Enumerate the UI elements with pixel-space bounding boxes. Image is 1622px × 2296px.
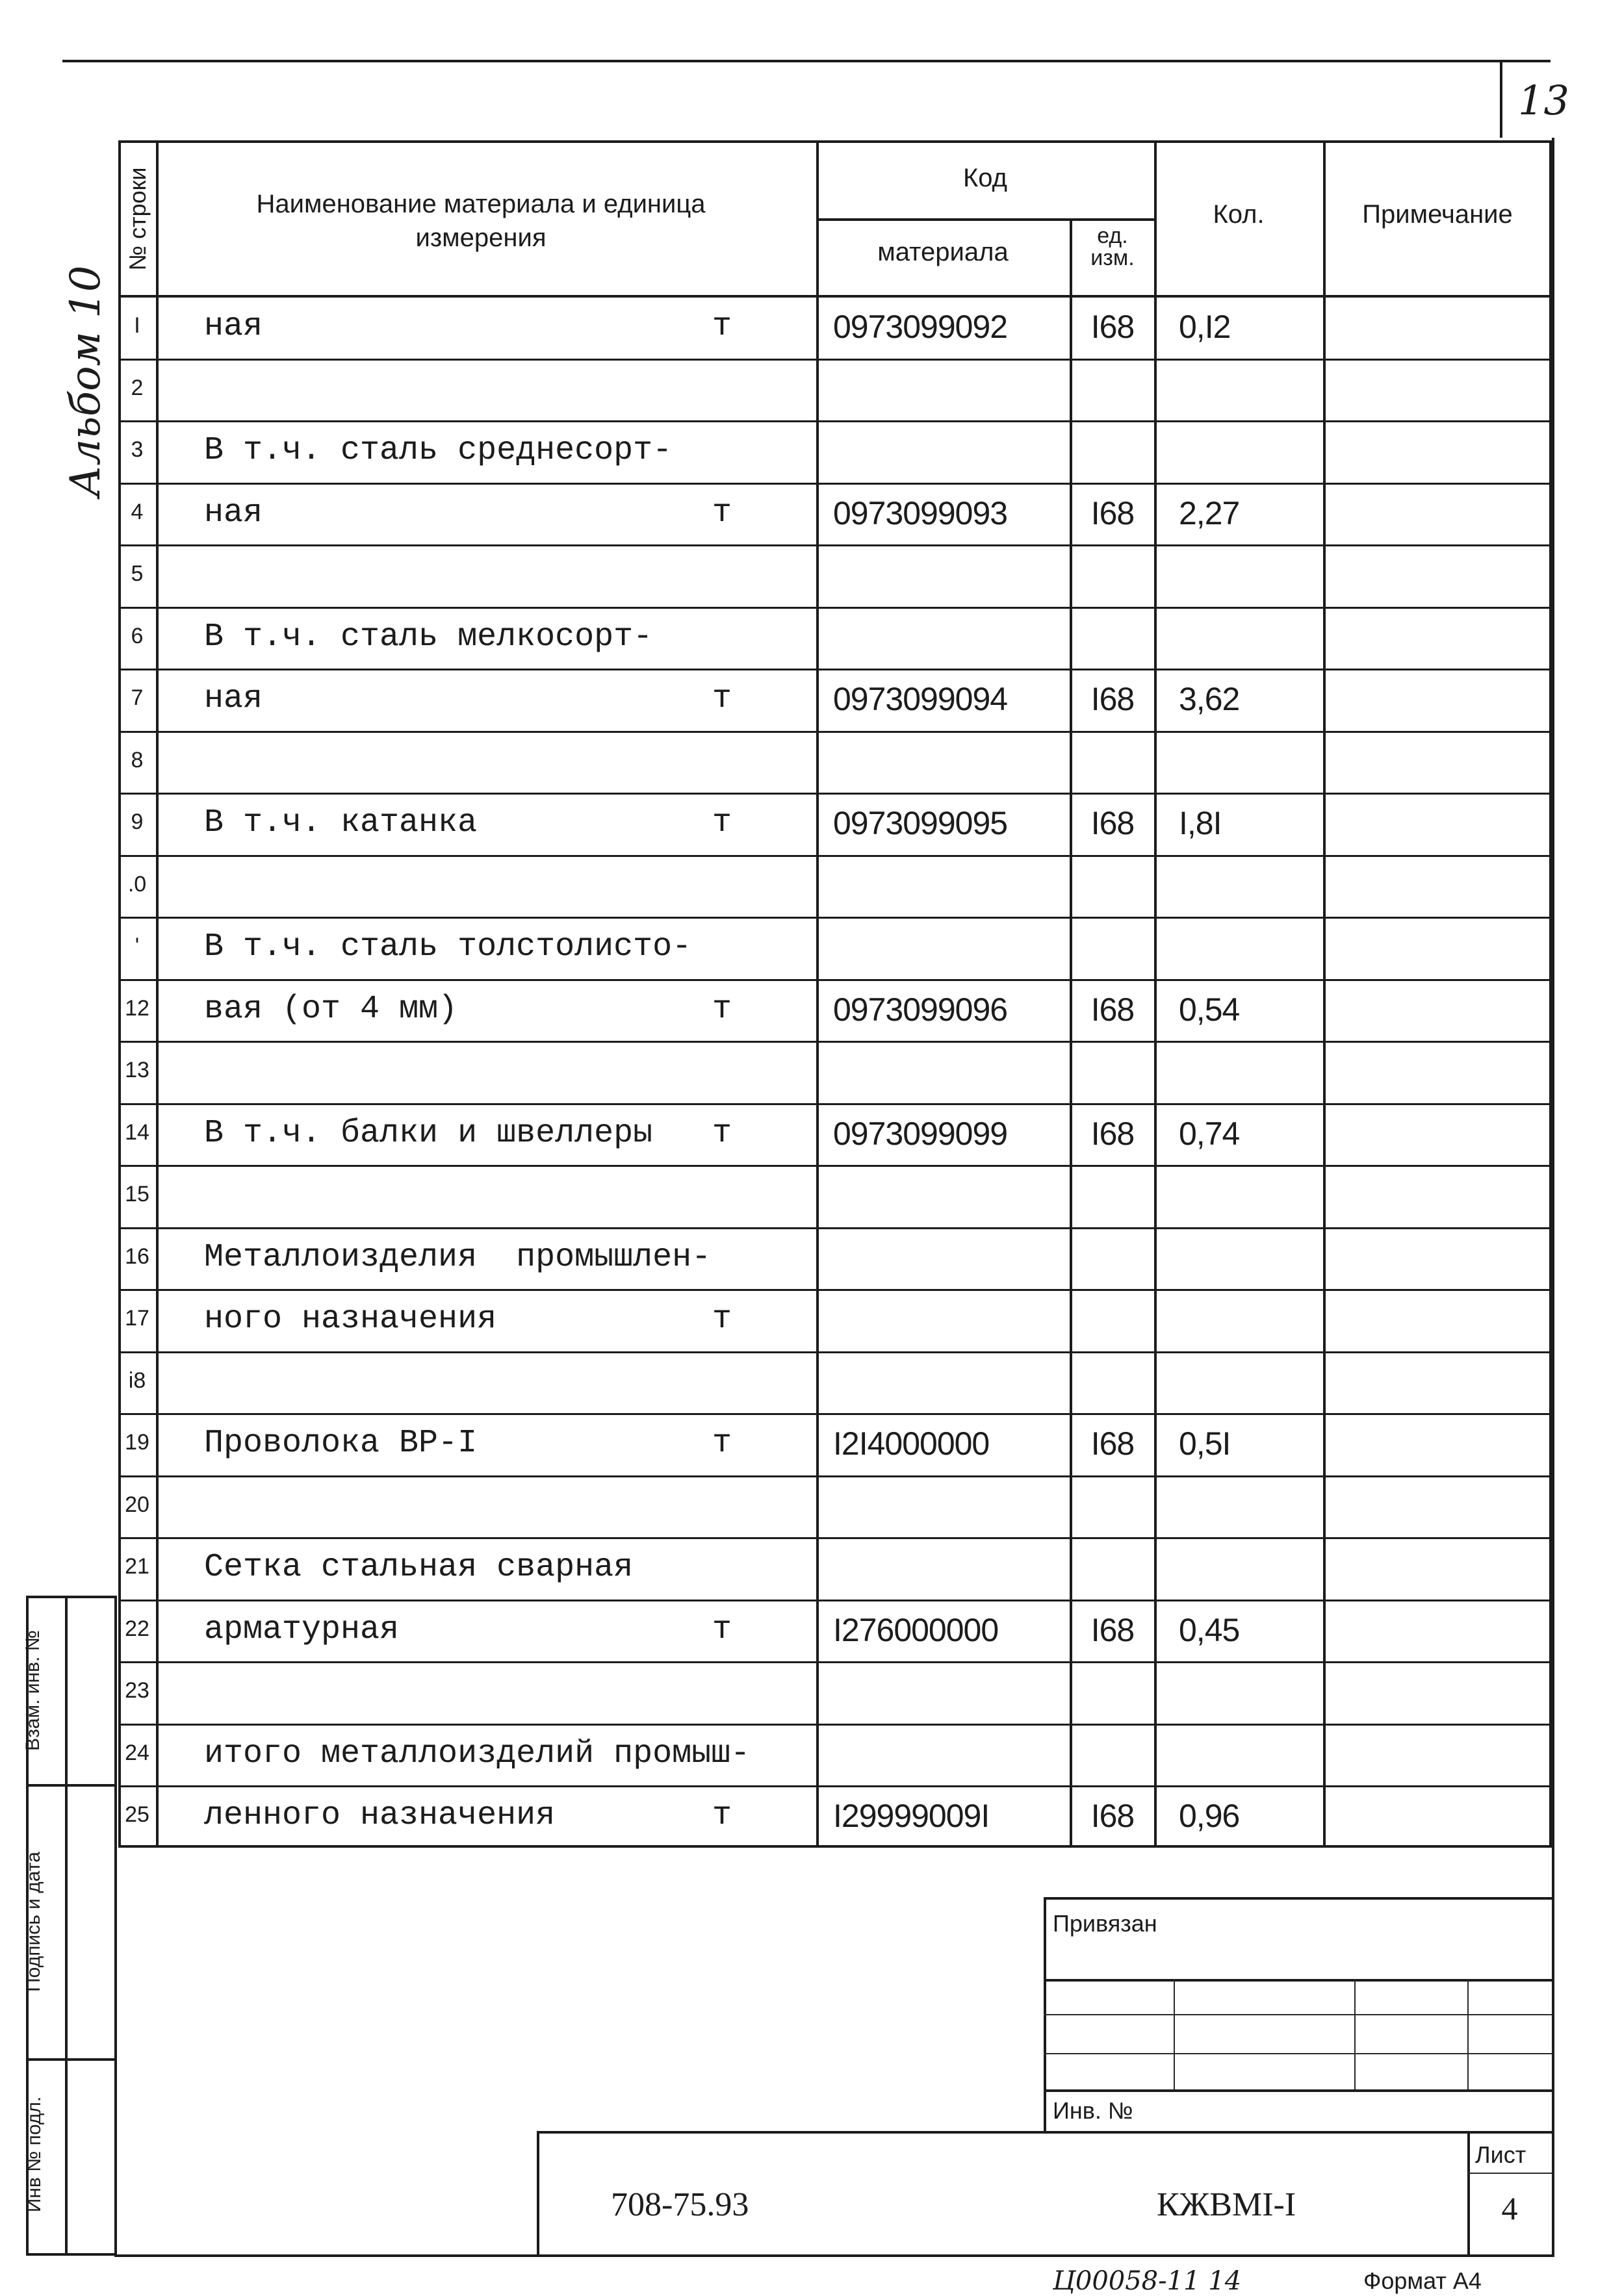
row-unit-letter: т: [712, 1611, 732, 1648]
row-material-name: вая (от 4 мм): [204, 991, 458, 1028]
row-material-name: Металлоизделия промышлен-: [204, 1239, 712, 1276]
row-material-code: 0973099092: [833, 309, 1008, 345]
row-separator: [118, 420, 1552, 422]
row-separator: [118, 855, 1552, 857]
row-separator: [118, 607, 1552, 609]
row-material-code: 0973099099: [833, 1116, 1008, 1152]
row-separator: [118, 793, 1552, 795]
row-number: 5: [131, 561, 144, 586]
side-inv-repl: Взам. инв. №: [22, 1630, 44, 1751]
row-material-name: арматурная: [204, 1611, 400, 1648]
row-separator: [118, 1537, 1552, 1539]
row-unit-code: I68: [1090, 1116, 1135, 1152]
album-mark: Альбом 10: [62, 265, 110, 497]
row-number: 21: [125, 1554, 149, 1579]
row-material-code: 0973099096: [833, 991, 1008, 1028]
footer-handwritten: Ц00058-11 14: [1053, 2266, 1242, 2296]
stamp-inv-no: Инв. №: [1053, 2097, 1133, 2124]
row-material-name: Сетка стальная сварная: [204, 1549, 634, 1586]
row-number: 17: [125, 1306, 149, 1331]
row-unit-letter: т: [712, 308, 732, 345]
row-quantity: 3,62: [1179, 681, 1240, 717]
row-number: 6: [131, 624, 144, 648]
row-quantity: I,8I: [1179, 805, 1222, 841]
row-number: 15: [125, 1182, 149, 1206]
row-material-code: I2I4000000: [833, 1425, 990, 1462]
row-number: 9: [131, 810, 144, 834]
row-number: 14: [125, 1120, 149, 1145]
row-material-name: В т.ч. сталь мелкосорт-: [204, 619, 653, 656]
row-material-name: В т.ч. катанка: [204, 804, 478, 841]
row-separator: [118, 1227, 1552, 1229]
row-unit-letter: т: [712, 1301, 732, 1338]
row-number: ': [135, 934, 140, 958]
row-material-code: 0973099095: [833, 805, 1008, 841]
row-quantity: 0,54: [1179, 991, 1240, 1028]
row-number: 13: [125, 1058, 149, 1082]
row-separator: [118, 1724, 1552, 1726]
row-unit-letter: т: [712, 804, 732, 841]
bottom-frame-rule: [114, 2254, 1554, 2257]
row-quantity: 0,I2: [1179, 309, 1231, 345]
row-separator: [118, 1661, 1552, 1663]
row-number: 16: [125, 1244, 149, 1269]
side-inv-orig: Инв № подл.: [23, 2096, 45, 2213]
row-unit-letter: т: [712, 991, 732, 1028]
row-number: 24: [125, 1741, 149, 1765]
header-material: материала: [877, 238, 1009, 266]
row-unit-code: I68: [1090, 805, 1135, 841]
row-unit-code: I68: [1090, 495, 1135, 531]
row-separator: [118, 669, 1552, 670]
header-row-no: № строки: [124, 167, 151, 271]
header-unit: ед. изм.: [1090, 223, 1135, 270]
row-material-name: Проволока ВР-I: [204, 1425, 478, 1462]
row-number: 23: [125, 1678, 149, 1703]
row-separator: [118, 917, 1552, 919]
row-material-code: 0973099093: [833, 495, 1008, 531]
row-material-name: ная: [204, 680, 263, 717]
row-quantity: 0,5I: [1179, 1425, 1231, 1462]
row-number: i8: [128, 1368, 146, 1393]
row-material-name: В т.ч. балки и швеллеры: [204, 1115, 653, 1152]
row-number: 3: [131, 437, 144, 462]
stamp-mark: КЖВМI-I: [1157, 2186, 1296, 2223]
stamp-sheet-label: Лист: [1475, 2141, 1526, 2168]
right-margin-line: [1552, 138, 1554, 2256]
header-qty: Кол.: [1213, 200, 1265, 229]
row-number: 2: [131, 376, 144, 400]
row-material-name: В т.ч. сталь среднесорт-: [204, 432, 673, 469]
row-material-name: ная: [204, 308, 263, 345]
row-unit-code: I68: [1090, 1612, 1135, 1648]
row-number: .0: [127, 872, 147, 897]
row-material-name: итого металлоизделий промыш-: [204, 1735, 751, 1772]
row-number: 7: [131, 685, 144, 710]
row-number: 22: [125, 1616, 149, 1641]
row-number: 4: [131, 500, 144, 524]
row-material-code: I29999009I: [833, 1798, 990, 1834]
row-quantity: 0,45: [1179, 1612, 1240, 1648]
row-number: I: [134, 313, 140, 338]
row-unit-code: I68: [1090, 681, 1135, 717]
header-bottom-rule: [118, 295, 1552, 298]
page-number-divider: [1500, 60, 1502, 138]
row-material-name: ная: [204, 494, 263, 531]
row-separator: [118, 1103, 1552, 1105]
side-sign-date: Подпись и дата: [23, 1852, 44, 1992]
row-separator: [118, 1165, 1552, 1167]
row-separator: [118, 1041, 1552, 1043]
row-separator: [118, 1289, 1552, 1291]
row-number: 12: [125, 996, 149, 1021]
row-unit-letter: т: [712, 494, 732, 531]
row-material-name: В т.ч. сталь толстолисто-: [204, 928, 692, 965]
row-separator: [118, 1413, 1552, 1415]
row-number: 8: [131, 748, 144, 772]
row-unit-letter: т: [712, 680, 732, 717]
row-separator: [118, 1351, 1552, 1353]
row-separator: [118, 1600, 1552, 1601]
row-unit-code: I68: [1090, 1425, 1135, 1462]
stamp-bound: Привязан: [1053, 1910, 1157, 1937]
row-unit-code: I68: [1090, 309, 1135, 345]
page-number: 13: [1518, 77, 1569, 124]
row-separator: [118, 1475, 1552, 1477]
row-separator: [118, 1785, 1552, 1787]
row-separator: [118, 483, 1552, 485]
row-separator: [118, 979, 1552, 981]
row-unit-letter: т: [712, 1797, 732, 1834]
header-name: Наименование материала и единица измерения: [256, 190, 706, 252]
header-code: Код: [962, 164, 1007, 192]
row-material-code: I276000000: [833, 1612, 999, 1648]
row-separator: [118, 359, 1552, 361]
stamp-doc-no: 708-75.93: [611, 2186, 749, 2223]
row-quantity: 0,74: [1179, 1116, 1240, 1152]
row-material-name: ленного назначения: [204, 1797, 556, 1834]
row-separator: [118, 544, 1552, 546]
row-unit-code: I68: [1090, 1798, 1135, 1834]
row-number: 19: [125, 1430, 149, 1455]
row-number: 25: [125, 1802, 149, 1827]
row-separator: [118, 731, 1552, 733]
row-material-name: ного назначения: [204, 1301, 497, 1338]
top-rule: [62, 60, 1551, 62]
header-note: Примечание: [1362, 200, 1513, 229]
stamp-sheet-no: 4: [1501, 2190, 1518, 2226]
row-quantity: 2,27: [1179, 495, 1240, 531]
row-unit-letter: т: [712, 1425, 732, 1462]
row-material-code: 0973099094: [833, 681, 1008, 717]
row-unit-code: I68: [1090, 991, 1135, 1028]
row-unit-letter: т: [712, 1115, 732, 1152]
footer-format: Формат А4: [1363, 2267, 1482, 2294]
row-quantity: 0,96: [1179, 1798, 1240, 1834]
row-number: 20: [125, 1492, 149, 1517]
